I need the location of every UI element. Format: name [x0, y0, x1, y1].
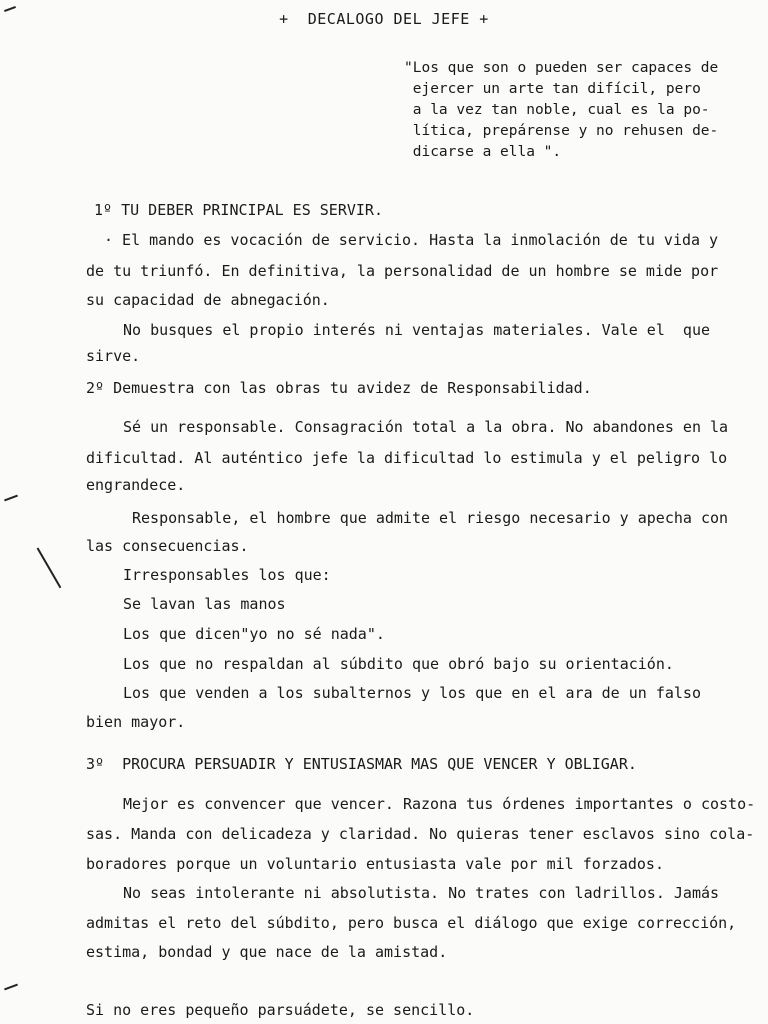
list-item: Los que dicen"yo no sé nada".: [123, 625, 385, 643]
epigraph-line: "Los que son o pueden ser capaces de: [404, 60, 719, 76]
scan-mark: [37, 548, 61, 589]
epigraph-line: dicarse a ella ".: [404, 144, 562, 160]
section-heading-3: 3º PROCURA PERSUADIR Y ENTUSIASMAR MAS QUE VENCER Y OBLIGAR.: [86, 755, 637, 773]
list-item: Los que venden a los subalternos y los que en el ara de un falso: [123, 684, 701, 702]
epigraph-line: a la vez tan noble, cual es la po-: [404, 102, 710, 118]
paragraph-line: de tu triunfó. En definitiva, la personalidad de un hombre se mide por: [86, 262, 719, 280]
paragraph-line: su capacidad de abnegación.: [86, 291, 330, 309]
paragraph-line: Sé un responsable. Consagración total a la obra. No abandones en la: [123, 418, 729, 436]
list-item: Se lavan las manos: [123, 595, 286, 613]
paragraph-line: Mejor es convencer que vencer. Razona tus órdenes importantes o costo-: [123, 795, 756, 813]
paragraph-line: boradores porque un voluntario entusiasta vale por mil forzados.: [86, 855, 664, 873]
paragraph-line: admitas el reto del súbdito, pero busca el diálogo que exige corrección,: [86, 914, 737, 932]
section-heading-2: 2º Demuestra con las obras tu avidez de Responsabilidad.: [86, 379, 592, 397]
paragraph-line: engrandece.: [86, 476, 186, 494]
paragraph-line: No seas intolerante ni absolutista. No trates con ladrillos. Jamás: [123, 884, 720, 902]
epigraph-quote: [404, 58, 718, 163]
closing-line: Si no eres pequeño parsuádete, se sencillo.: [86, 1001, 475, 1019]
paragraph-line: las consecuencias.: [86, 537, 249, 555]
paragraph-line: estima, bondad y que nace de la amistad.: [86, 943, 448, 961]
paragraph-line: sirve.: [86, 347, 141, 365]
scan-mark: [4, 495, 18, 502]
epigraph-line: ejercer un arte tan difícil, pero: [404, 81, 701, 97]
section-heading-1: 1º TU DEBER PRINCIPAL ES SERVIR.: [94, 201, 383, 219]
paragraph-line: Responsable, el hombre que admite el riesgo necesario y apecha con: [132, 509, 729, 527]
paragraph-line: dificultad. Al auténtico jefe la dificultad lo estimula y el peligro lo: [86, 449, 728, 467]
epigraph-line: lítica, prepárense y no rehusen de-: [404, 123, 719, 139]
list-item: Irresponsables los que:: [123, 566, 331, 584]
paragraph-line: sas. Manda con delicadeza y claridad. No quieras tener esclavos sino cola-: [86, 825, 755, 843]
paragraph-line: bien mayor.: [86, 713, 186, 731]
scan-mark: [4, 984, 18, 991]
list-item: Los que no respaldan al súbdito que obró bajo su orientación.: [123, 655, 674, 673]
paragraph-line: No busques el propio interés ni ventajas materiales. Vale el que: [123, 321, 710, 339]
document-title: + DECALOGO DEL JEFE +: [279, 10, 489, 28]
paragraph-line: · El mando es vocación de servicio. Hasta la inmolación de tu vida y: [104, 231, 719, 249]
